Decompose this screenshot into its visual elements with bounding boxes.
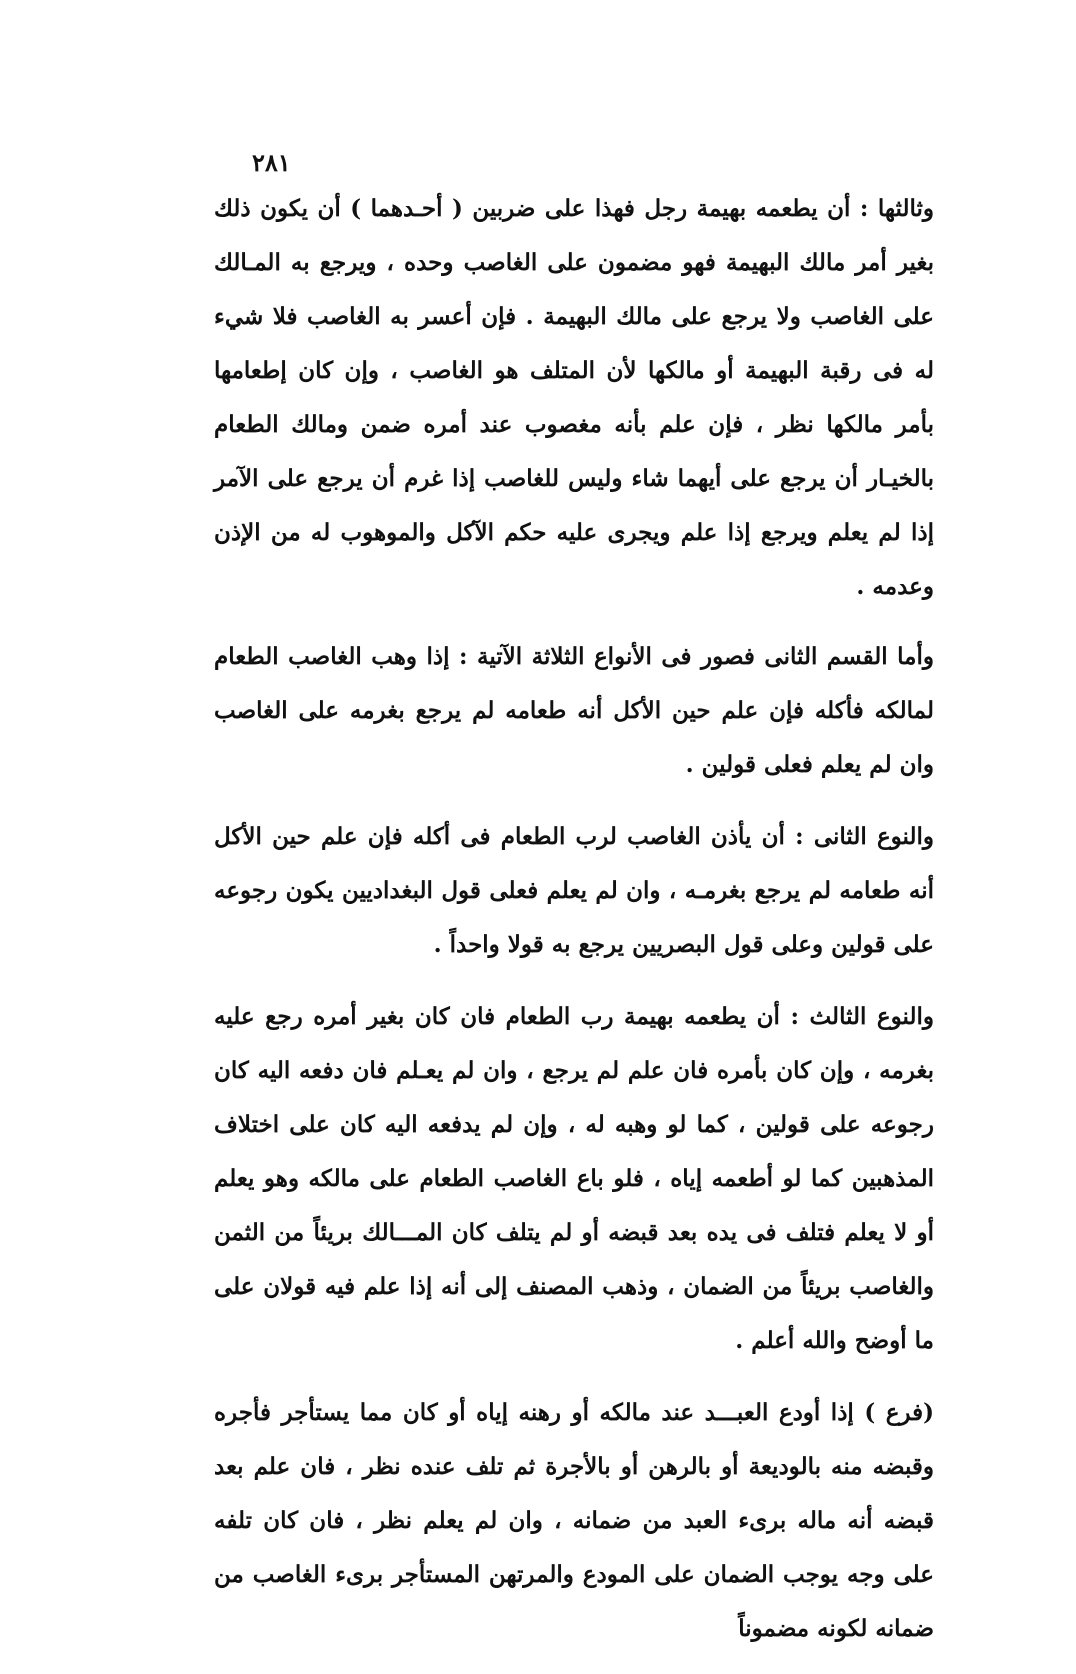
page-number: ٢٨١	[252, 148, 291, 177]
body-text	[214, 182, 934, 1674]
paragraph-second-section: وأما القسم الثانى فصور فى الأنواع الثلاثة الآتية : إذا وهب الغاصب الطعام لمالكه فأكله فإن علم حين الأكل أنه طعامه لم يرجع بغرمه على الغاصب وان لم يعلم فعلى قولين .	[214, 643, 934, 778]
paragraph-second-type: والنوع الثانى : أن يأذن الغاصب لرب الطعام فى أكله فإن علم حين الأكل أنه طعامه لم يرجع بغرمـه ، وان لم يعلم فعلى قول البغداديين يكون رجوعه على قولين وعلى قول البصريين يرجع به قولا واحداً .	[214, 823, 934, 958]
paragraph-branch: (فرع ) إذا أودع العبـــد عند مالكه أو رهنه إياه أو كان مما يستأجر فأجره وقبضه منه بالوديعة أو بالرهن أو بالأجرة ثم تلف عنده نظر ، فان علم بعد قبضه أنه ماله برىء العبد من ضمانه ، وان لم يعلم نظر ، فان كان تلفه على وجه يوجب الضمان على المودع والمرتهن المستأجر برىء الغاصب من ضمانه لكونه مضموناً	[214, 1399, 934, 1642]
paragraph-third-case: وثالثها : أن يطعمه بهيمة رجل فهذا على ضربين ( أحـدهما ) أن يكون ذلك بغير أمر مالك البهيمة فهو مضمون على الغاصب وحده ، ويرجع به المـالك على الغاصب ولا يرجع على مالك البهيمة . فإن أعسر به الغاصب فلا شيء له فى رقبة البهيمة أو مالكها لأن المتلف هو الغاصب ، وإن كان إطعامها بأمر مالكها نظر ، فإن علم بأنه مغصوب عند أمره ضمن ومالك الطعام بالخيـار أن يرجع على أيهما شاء وليس للغاصب إذا غرم أن يرجع على الآمر إذا لم يعلم ويرجع إذا علم ويجرى عليه حكم الآكل والموهوب له من الإذن وعدمه .	[214, 195, 934, 600]
paragraph-third-type: والنوع الثالث : أن يطعمه بهيمة رب الطعام فان كان بغير أمره رجع عليه بغرمه ، وإن كان بأمره فان علم لم يرجع ، وان لم يعـلم فان دفعه اليه كان رجوعه على قولين ، كما لو وهبه له ، وإن لم يدفعه اليه كان على اختلاف المذهبين كما لو أطعمه إياه ، فلو باع الغاصب الطعام على مالكه وهو يعلم أو لا يعلم فتلف فى يده بعد قبضه أو لم يتلف كان المـــالك بريئاً من الثمن والغاصب بريئاً من الضمان ، وذهب المصنف إلى أنه إذا علم فيه قولان على ما أوضح والله أعلم .	[214, 1003, 934, 1354]
